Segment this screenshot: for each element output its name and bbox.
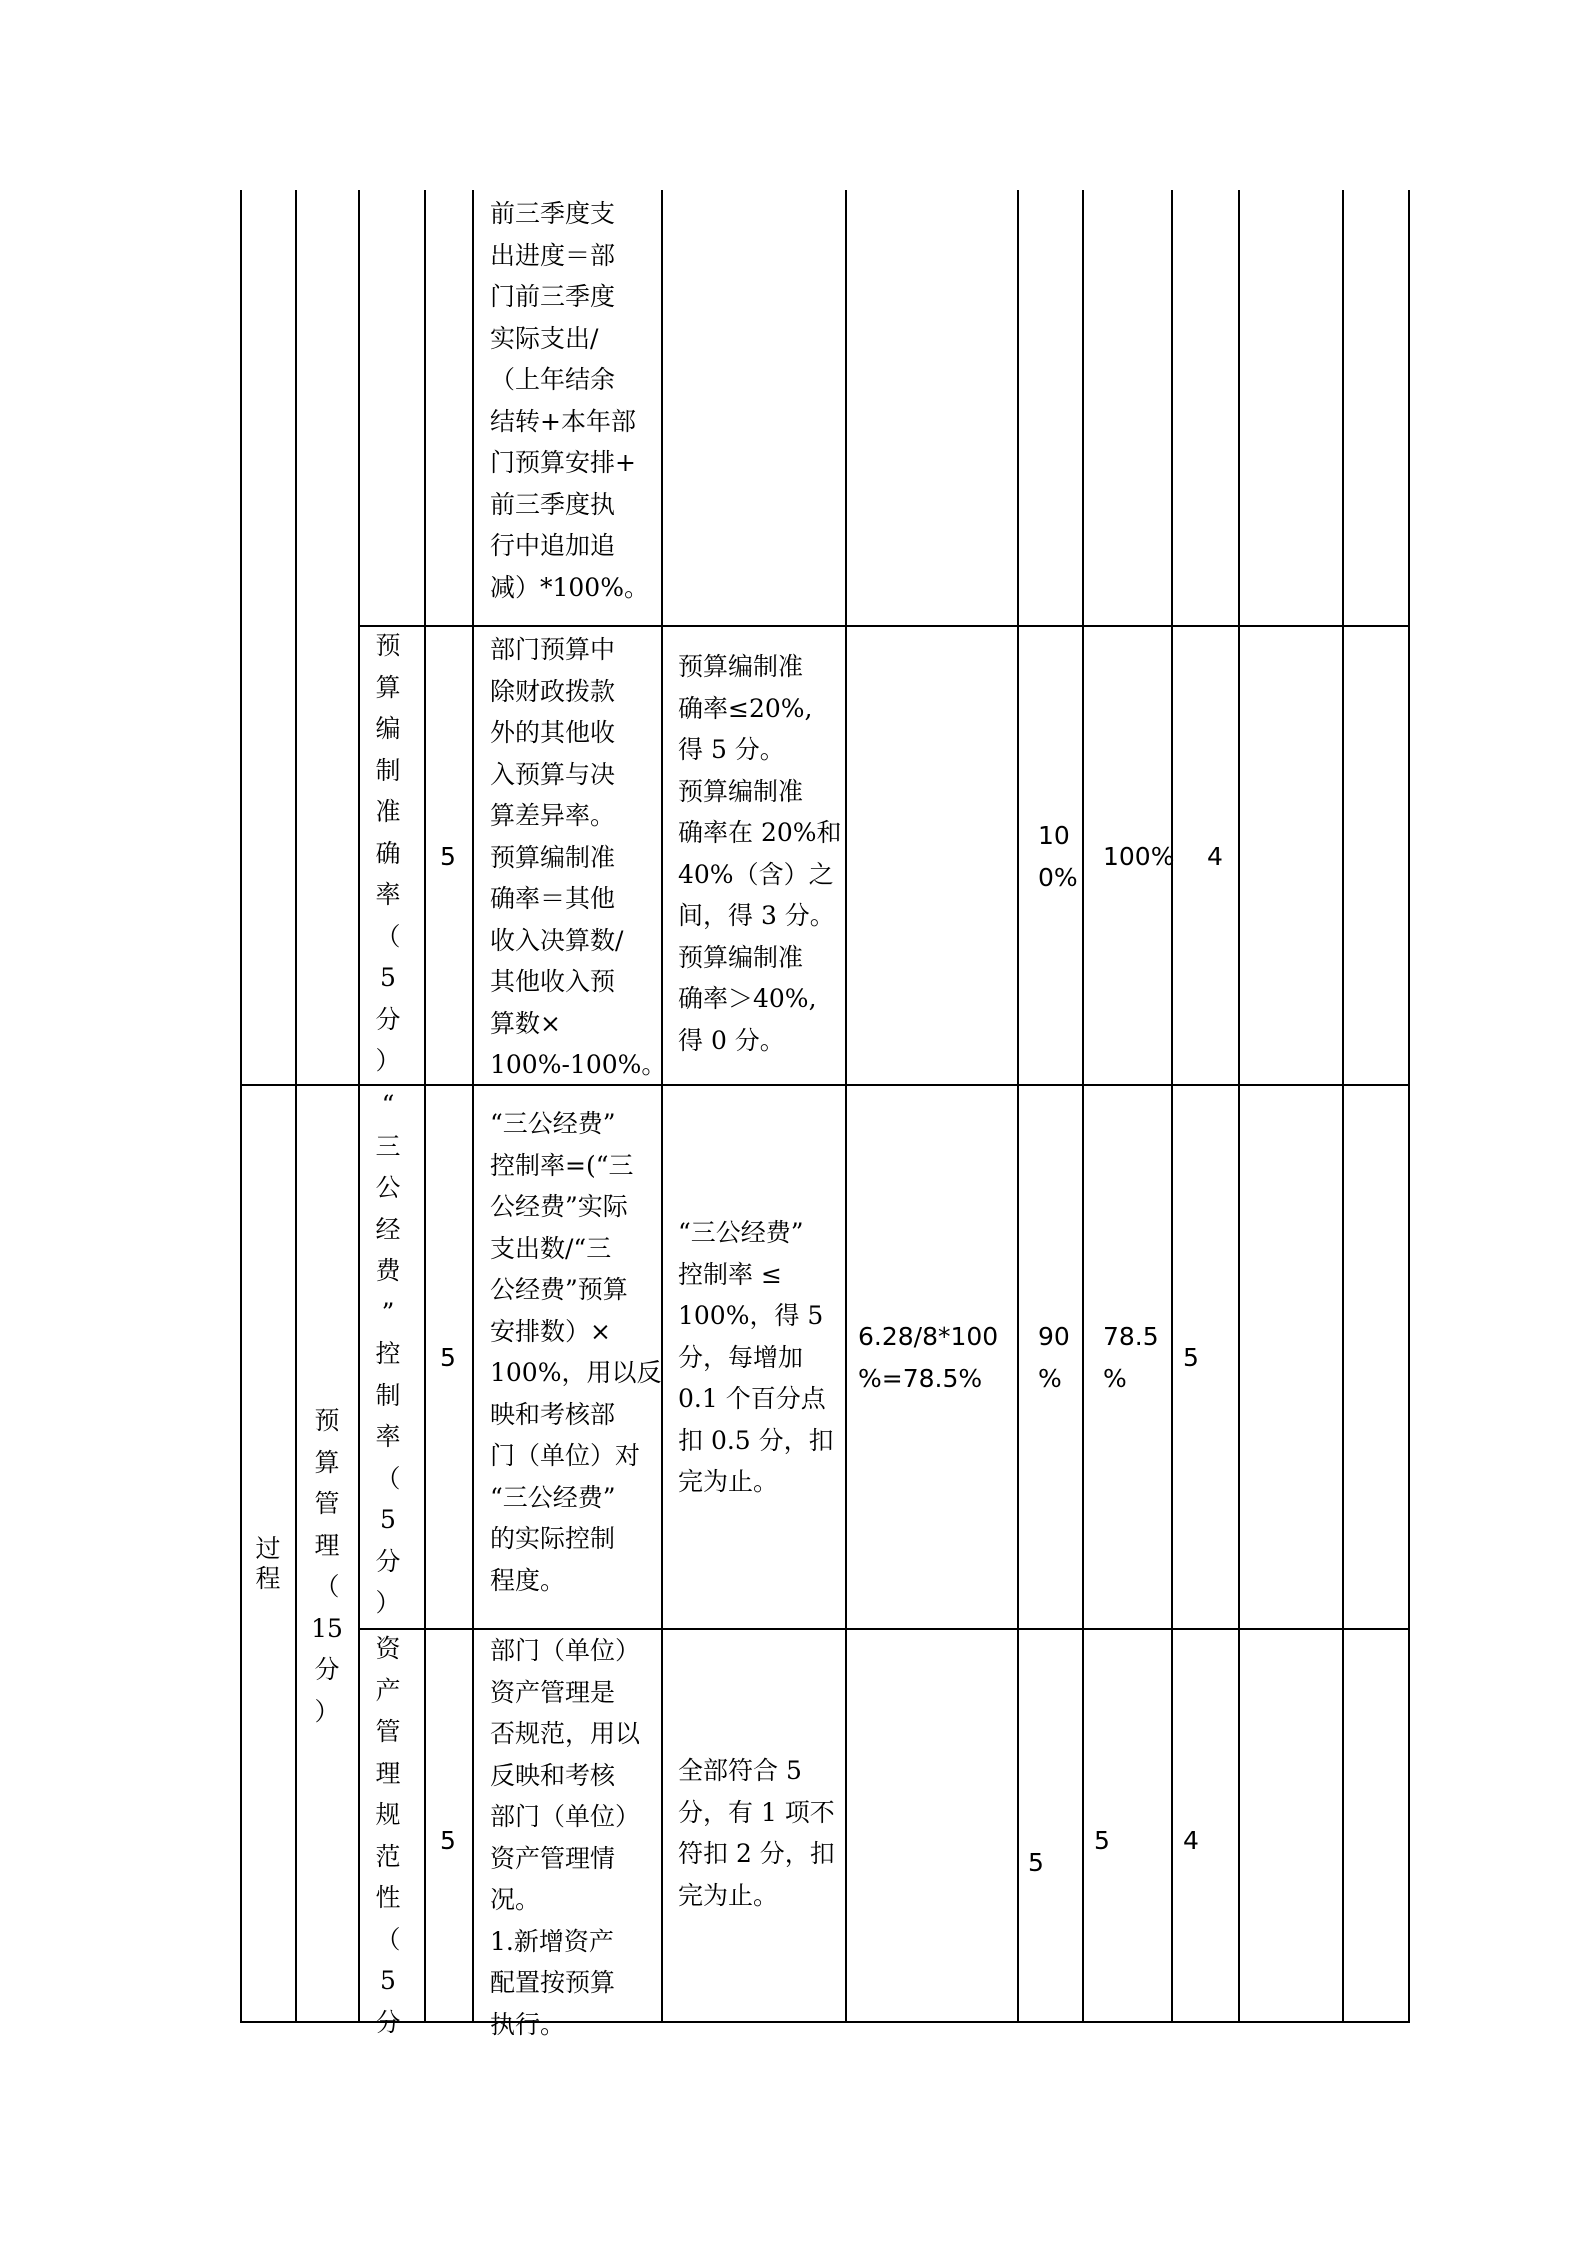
method-cell: 部门（单位） 资产管理是 否规范，用以 反映和考核 部门（单位） 资产管理情 况。 1.新增资产 配置按预算 执行。 <box>490 1636 641 2039</box>
method-cell: 前三季度支 出进度＝部 门前三季度 实际支出/ （上年结余 结转+本年部 门预算安排+ 前三季度执 行中追加追 减）*100%。 <box>490 199 649 602</box>
subcategory-cell: 预 算 管 理 （ 15 分 ） <box>311 1406 343 1726</box>
weight-cell: 5 <box>440 1343 456 1372</box>
weight-cell: 5 <box>440 842 456 871</box>
table-grid-line <box>1342 190 1344 2023</box>
actual-cell: 100% <box>1103 842 1175 871</box>
method-cell: 部门预算中 除财政拨款 外的其他收 入预算与决 算差异率。 预算编制准 确率＝其他 收入决算数/ 其他收入预 算数× 100%-100%。 <box>490 635 667 1079</box>
target-cell: 90 % <box>1038 1322 1070 1393</box>
table-grid-line <box>358 190 360 2023</box>
score-cell: 4 <box>1183 1826 1199 1855</box>
target-cell: 5 <box>1028 1848 1044 1877</box>
target-cell: 10 0% <box>1038 821 1078 892</box>
weight-cell: 5 <box>440 1826 456 1855</box>
actual-cell: 78.5 % <box>1103 1322 1159 1393</box>
table-grid-line <box>1017 190 1019 2023</box>
standard-cell: 预算编制准 确率≤20%, 得 5 分。 预算编制准 确率在 20%和 40%（含）之 间，得 3 分。 预算编制准 确率＞40%, 得 0 分。 <box>678 652 842 1055</box>
indicator-cell: 预 算 编 制 准 确 率 （ 5 分 ） <box>375 631 401 1075</box>
calc-cell: 6.28/8*100 %=78.5% <box>858 1322 999 1393</box>
table-border-right <box>1408 190 1410 2023</box>
table-grid-line <box>1082 190 1084 2023</box>
table-row-divider <box>240 1084 1410 1086</box>
table-grid-line <box>472 190 474 2023</box>
table-row-divider <box>358 625 1410 627</box>
table-grid-line <box>845 190 847 2023</box>
table-grid-line <box>1171 190 1173 2023</box>
indicator-cell: 资 产 管 理 规 范 性 （ 5 分 <box>375 1634 401 2037</box>
table-grid-line <box>295 190 297 2023</box>
method-cell: “三公经费” 控制率=(“三 公经费”实际 支出数/“三 公经费”预算 安排数）× 100%，用以反 映和考核部 门（单位）对 “三公经费” 的实际控制 程度。 <box>490 1109 662 1595</box>
indicator-cell: “ 三 公 经 费 ” 控 制 率 （ 5 分 ） <box>375 1090 401 1617</box>
score-cell: 5 <box>1183 1343 1199 1372</box>
score-cell: 4 <box>1207 842 1223 871</box>
table-grid-line <box>1238 190 1240 2023</box>
standard-cell: “三公经费” 控制率 ≤ 100%，得 5 分，每增加 0.1 个百分点 扣 0.5 分，扣 完为止。 <box>678 1218 834 1496</box>
table-border-left <box>240 190 242 2023</box>
standard-cell: 全部符合 5 分，有 1 项不 符扣 2 分，扣 完为止。 <box>678 1756 835 1910</box>
table-border-bottom <box>240 2021 1410 2023</box>
category-cell: 过 程 <box>255 1534 281 1593</box>
table-grid-line <box>424 190 426 2023</box>
actual-cell: 5 <box>1094 1826 1110 1855</box>
